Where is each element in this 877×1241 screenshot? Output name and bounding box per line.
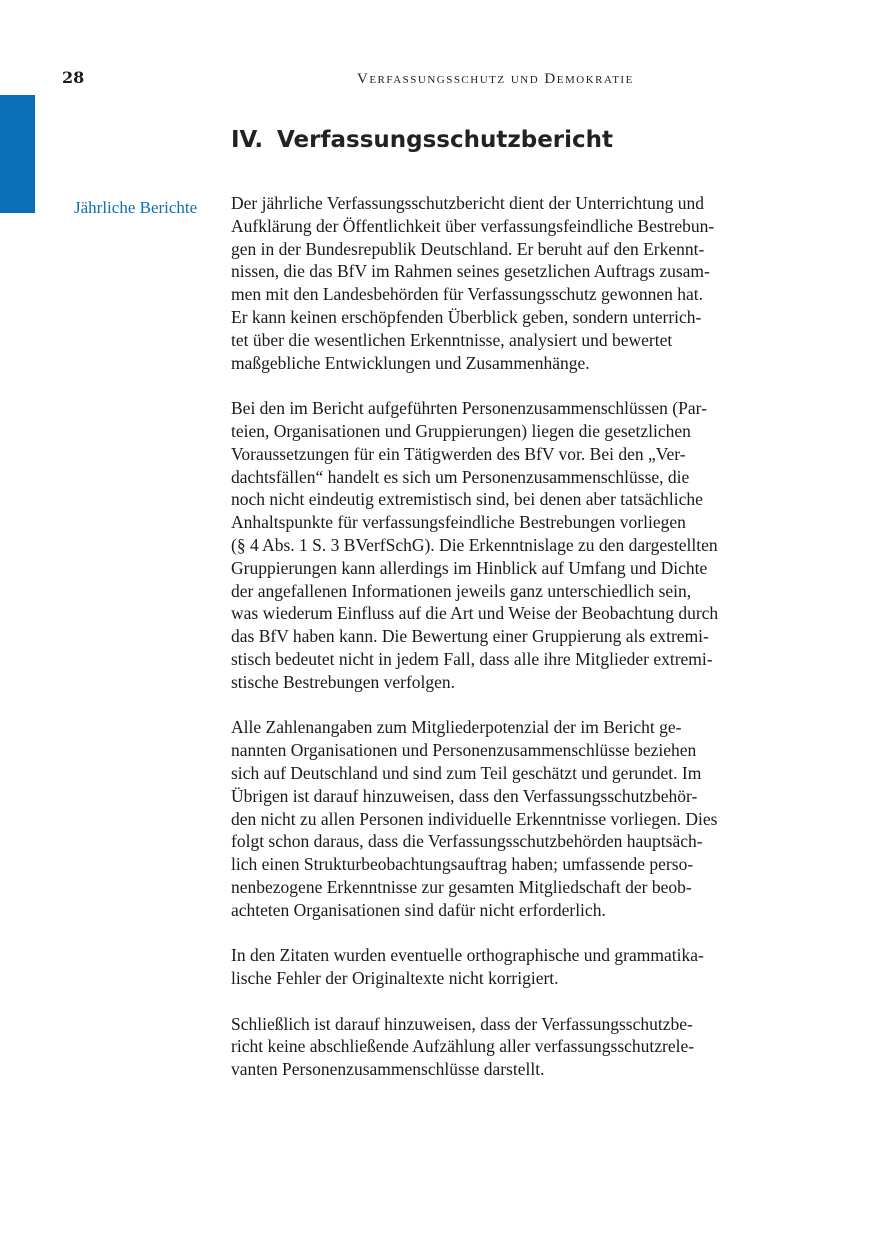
text-line: dachtsfällen“ handelt es sich um Personenzusammenschlüsse, die [231, 466, 690, 487]
text-line: Alle Zahlenangaben zum Mitgliederpotenzial der im Bericht ge- [231, 717, 682, 738]
text-line: lische Fehler der Originaltexte nicht korrigiert. [231, 968, 559, 989]
paragraph [231, 716, 791, 921]
text-line: Der jährliche Verfassungsschutzbericht dient der Unterrichtung und [231, 193, 704, 213]
text-line: stische Bestrebungen verfolgen. [231, 671, 456, 692]
paragraph [231, 1013, 791, 1081]
body-text [231, 192, 791, 1104]
section-heading [231, 125, 613, 155]
text-line: Er kann keinen erschöpfenden Überblick geben, sondern unterrich- [231, 306, 702, 327]
section-title: Verfassungsschutzbericht [277, 127, 614, 153]
text-line: richt keine abschließende Aufzählung aller verfassungsschutzrele- [231, 1036, 695, 1057]
text-line: was wiederum Einfluss auf die Art und Weise der Beobachtung durch [231, 603, 719, 624]
text-line: Übrigen ist darauf hinzuweisen, dass den Verfassungsschutzbehör- [231, 785, 698, 806]
text-line: Bei den im Bericht aufgeführten Personenzusammenschlüssen (Par- [231, 398, 707, 419]
text-line: Voraussetzungen für ein Tätigwerden des BfV vor. Bei den „Ver- [231, 443, 686, 464]
text-line: lich einen Strukturbeobachtungsauftrag haben; umfassende perso- [231, 854, 694, 875]
text-line: Anhaltspunkte für verfassungsfeindliche Bestrebungen vorliegen [231, 512, 686, 533]
page-number: 28 [62, 68, 85, 87]
text-line: das BfV haben kann. Die Bewertung einer Gruppierung als extremi- [231, 626, 709, 647]
text-line: In den Zitaten wurden eventuelle orthographische und grammatika- [231, 945, 704, 966]
text-line: men mit den Landesbehörden für Verfassungsschutz gewonnen hat. [231, 284, 704, 305]
text-line: tet über die wesentlichen Erkenntnisse, analysiert und bewertet [231, 329, 673, 350]
text-line: der angefallenen Informationen jeweils ganz unterschiedlich sein, [231, 580, 692, 601]
text-line: stisch bedeutet nicht in jedem Fall, dass alle ihre Mitglieder extremi- [231, 648, 713, 669]
text-line: Schließlich ist darauf hinzuweisen, dass der Verfassungsschutzbe- [231, 1013, 693, 1034]
paragraph [231, 192, 791, 374]
text-line: achteten Organisationen sind dafür nicht erforderlich. [231, 899, 606, 920]
running-header: Verfassungsschutz und Demokratie [357, 71, 634, 87]
text-line: teien, Organisationen und Gruppierungen) liegen die gesetzlichen [231, 420, 691, 441]
text-line: vanten Personenzusammenschlüsse darstellt. [231, 1059, 545, 1080]
text-line: sich auf Deutschland und sind zum Teil geschätzt und gerundet. Im [231, 762, 702, 783]
text-line: noch nicht eindeutig extremistisch sind, bei denen aber tatsächliche [231, 489, 703, 510]
text-line: maßgebliche Entwicklungen und Zusammenhänge. [231, 352, 590, 373]
text-line: gen in der Bundesrepublik Deutschland. Er beruht auf den Erkennt- [231, 238, 705, 259]
paragraph [231, 944, 791, 990]
chapter-tab-marker [0, 95, 35, 213]
margin-note: Jährliche Berichte [74, 198, 198, 217]
text-line: Aufklärung der Öffentlichkeit über verfassungsfeindliche Bestrebun- [231, 215, 715, 236]
paragraph [231, 397, 791, 693]
section-number: IV. [231, 127, 264, 153]
text-line: Gruppierungen kann allerdings im Hinblick auf Umfang und Dichte [231, 557, 708, 578]
text-line: nannten Organisationen und Personenzusammenschlüsse beziehen [231, 740, 697, 761]
text-line: nissen, die das BfV im Rahmen seines gesetzlichen Auftrags zusam- [231, 261, 710, 282]
text-line: folgt schon daraus, dass die Verfassungsschutzbehörden hauptsäch- [231, 831, 703, 852]
text-line: den nicht zu allen Personen individuelle Erkenntnisse vorliegen. Dies [231, 808, 718, 829]
text-line: nenbezogene Erkenntnisse zur gesamten Mitgliedschaft der beob- [231, 876, 692, 897]
text-line: (§ 4 Abs. 1 S. 3 BVerfSchG). Die Erkenntnislage zu den dargestellten [231, 534, 718, 555]
